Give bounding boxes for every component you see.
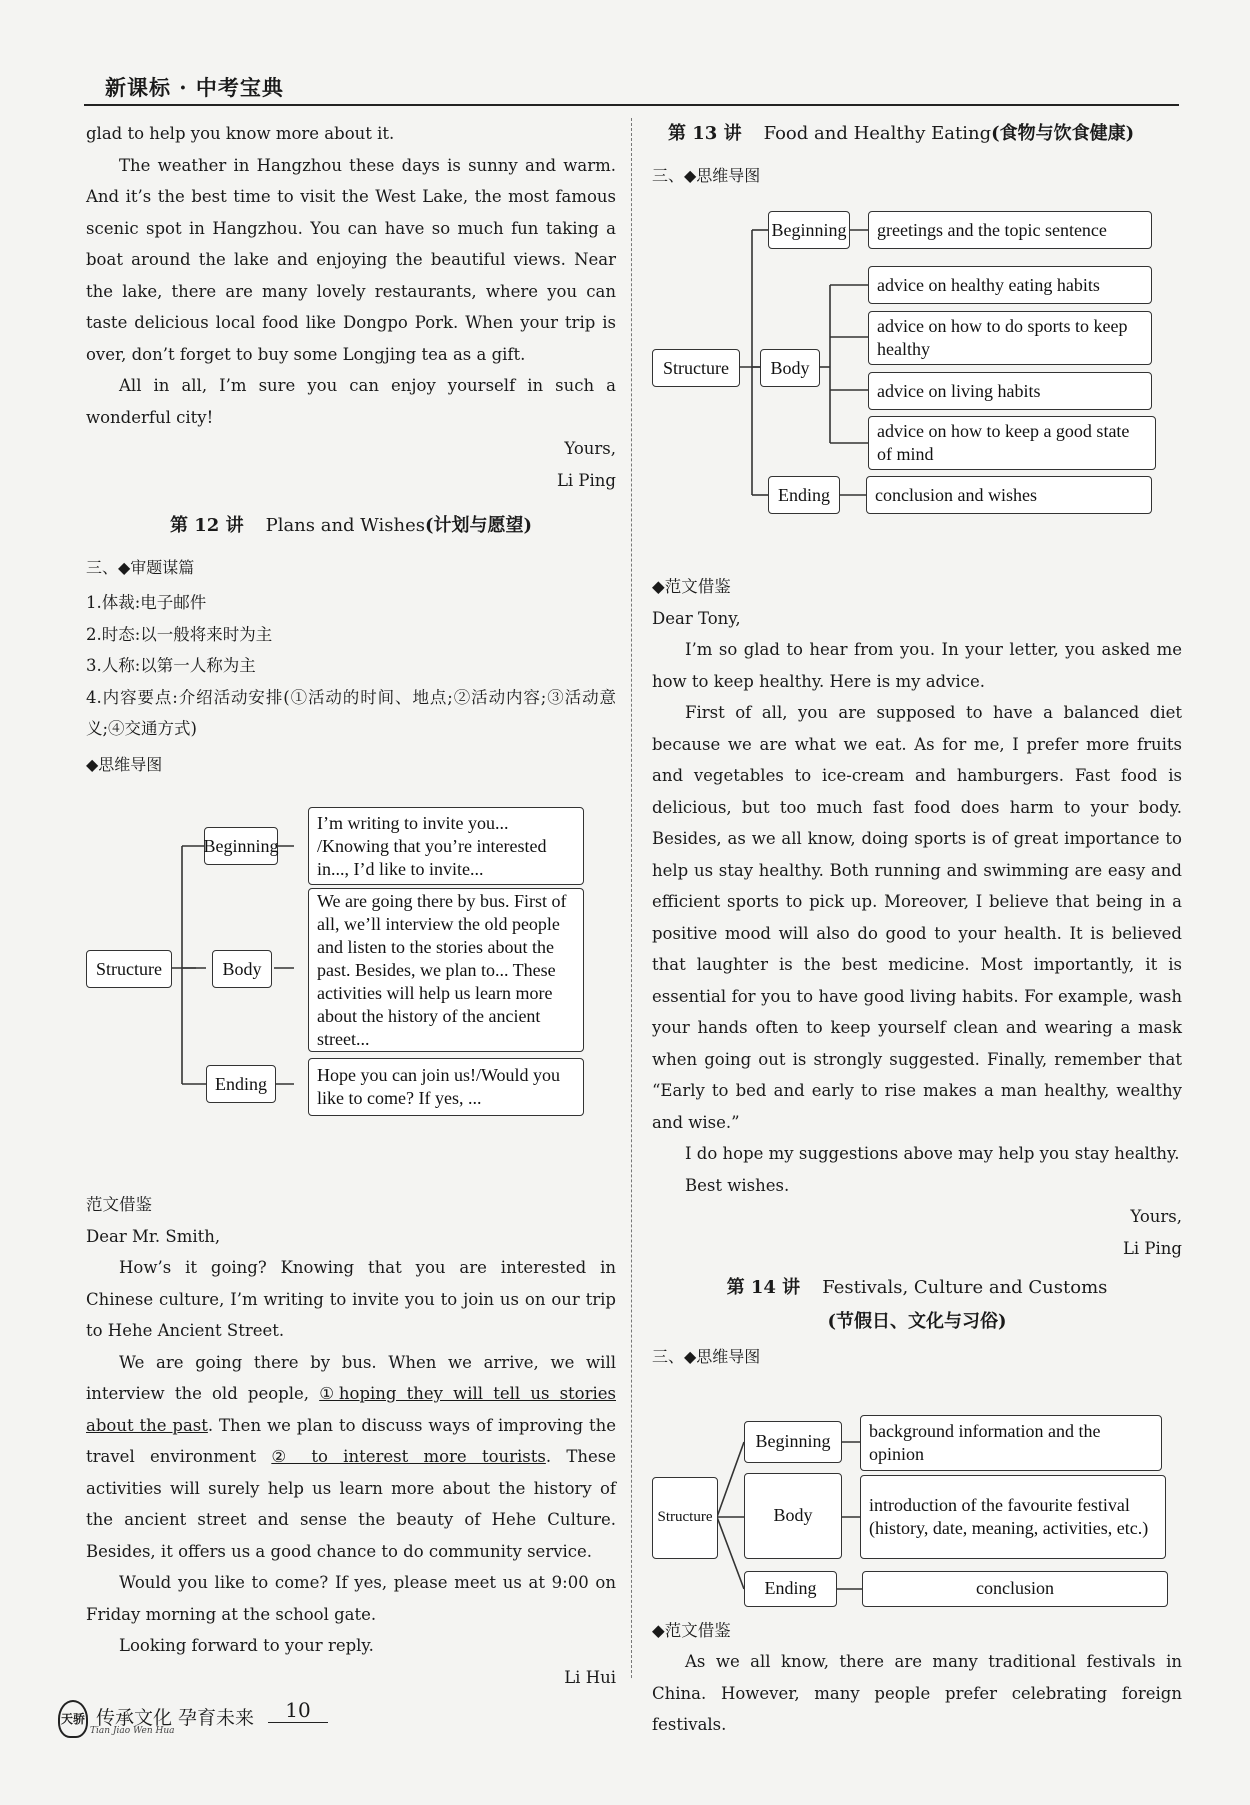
lesson-title-cn: (计划与愿望) <box>424 515 533 536</box>
mind-map-13 <box>652 195 1182 571</box>
node-beginning: Beginning <box>768 211 850 249</box>
text-paragraph: Would you like to come? If yes, please meet us at 9:00 on Friday morning at the school gate. <box>86 1573 616 1624</box>
analysis-item: 3.人称:以第一人称为主 <box>86 656 256 675</box>
node-body: Body <box>212 950 272 988</box>
signature-name: Li Ping <box>556 470 616 490</box>
node-ending: Ending <box>744 1571 837 1607</box>
node-structure: Structure <box>652 1477 718 1559</box>
text-paragraph: Looking forward to your reply. <box>119 1636 374 1655</box>
node-structure: Structure <box>86 950 172 988</box>
text-paragraph: First of all, you are supposed to have a balanced diet because we are what we eat. As for me, I prefer more fruits and vegetables to ice-cream and hamburgers. Fast food is delicious, but too much fast food does harm to your body. Besides, as we all know, doing sports is of great importance to help us stay healthy. Both running and swimming are easy and efficient sports to pick up. Moreover, I believe that being in a positive mood will also do good to your health. It is believed that laughter is the best medicine. Most importantly, it is essential for you to have good living habits. For example, wash your hands often to keep yourself clean and wearing a mask when going out is strongly suggested. Finally, remember that “Early to bed and early to rise makes a man healthy, wealthy and wise.” <box>652 703 1182 1132</box>
salutation: Dear Mr. Smith, <box>86 1226 221 1246</box>
header-rule <box>84 104 1179 106</box>
text-paragraph: I’m so glad to hear from you. In your letter, you asked me how to keep healthy. Here is my advice. <box>652 640 1182 691</box>
node-structure: Structure <box>652 349 740 387</box>
text-paragraph: How’s it going? Knowing that you are interested in Chinese culture, I’m writing to invite you to join us on our trip to Hehe Ancient Street. <box>86 1258 616 1340</box>
node-beginning: Beginning <box>204 827 278 865</box>
right-column <box>652 118 1182 1741</box>
brand-logo: 天骄 <box>58 1700 88 1738</box>
header-title: 新课标 · 中考宝典 <box>105 75 284 100</box>
text-paragraph: glad to help you know more about it. <box>86 124 395 143</box>
text-paragraph: As we all know, there are many traditional festivals in China. However, many people prefer celebrating foreign festivals. <box>652 1652 1182 1734</box>
lesson-13-heading <box>652 118 1182 150</box>
text-paragraph: Best wishes. <box>685 1175 790 1195</box>
signature-name: Li Ping <box>1122 1238 1182 1258</box>
model-title: 范文借鉴 <box>86 1195 152 1214</box>
text-paragraph: We are going there by bus. When we arrive, we will interview the old people, ①hoping they will tell us stories about the past. Then we plan to discuss ways of improving the travel environment ② to interest more tourists. These activities will surely help us learn more about the history of the ancient street and sense the beauty of Hehe Culture. Besides, it offers us a good chance to do community service. <box>86 1352 616 1561</box>
content-ending: conclusion <box>862 1571 1168 1607</box>
text-paragraph: The weather in Hangzhou these days is sunny and warm. And it’s the best time to visit the West Lake, the most famous scenic spot in Hangzhou. You can have so much fun taking a boat around the lake and enjoying the beautiful views. Near the lake, there are many lovely restaurants, where you can taste delicious local food like Dongpo Pork. When your trip is over, don’t forget to buy some Longjing tea as a gift. <box>86 155 616 364</box>
mind-map-14 <box>652 1377 1182 1607</box>
lesson-number: 第 13 讲 <box>668 123 742 144</box>
signature-closing: Yours, <box>1130 1207 1182 1226</box>
left-column <box>86 118 616 1693</box>
lesson-title-cn: (食物与饮食健康) <box>991 123 1135 144</box>
content-body: We are going there by bus. First of all, we’ll interview the old people and listen to the stories about the past. Besides, we plan to... These activities will help us learn more about the history of the ancient street... <box>308 888 584 1052</box>
content-body-item: advice on how to do sports to keep healthy <box>868 311 1152 365</box>
mind-map-12 <box>86 784 616 1189</box>
lesson-12-heading <box>86 510 616 542</box>
analysis-item: 4.内容要点:介绍活动安排(①活动的时间、地点;②活动内容;③活动意义;④交通方式) <box>86 687 616 738</box>
content-body-item: advice on living habits <box>868 372 1152 410</box>
content-body-item: advice on how to keep a good state of mind <box>868 416 1156 470</box>
analysis-item: 2.时态:以一般将来时为主 <box>86 624 273 644</box>
lesson-title: Food and Healthy Eating <box>763 123 992 144</box>
content-beginning: greetings and the topic sentence <box>868 211 1152 249</box>
node-ending: Ending <box>768 476 840 514</box>
lesson-number: 第 12 讲 <box>169 515 244 536</box>
content-body-item: advice on healthy eating habits <box>868 266 1152 304</box>
salutation: Dear Tony, <box>652 608 741 628</box>
node-body: Body <box>760 349 820 387</box>
page-number: 10 <box>268 1698 328 1723</box>
signature-closing: Yours, <box>564 439 616 458</box>
content-beginning: I’m writing to invite you... /Knowing that you’re interested in..., I’d like to invite... <box>308 807 584 885</box>
brand-sub: Tian Jiao Wen Hua <box>90 1726 175 1736</box>
lesson-title: Festivals, Culture and Customs <box>822 1277 1108 1298</box>
text-paragraph: I do hope my suggestions above may help you stay healthy. <box>685 1144 1180 1163</box>
content-beginning: background information and the opinion <box>860 1415 1162 1471</box>
section-title: ◆思维导图 <box>86 754 163 774</box>
underlined-phrase: ② to interest more tourists <box>271 1447 546 1466</box>
content-ending: Hope you can join us!/Would you like to come? If yes, ... <box>308 1058 584 1116</box>
lesson-14-subheading <box>652 1306 1182 1338</box>
node-beginning: Beginning <box>744 1421 842 1463</box>
node-body: Body <box>744 1473 842 1559</box>
column-divider <box>631 118 632 1678</box>
text-paragraph: All in all, I’m sure you can enjoy yourself in such a wonderful city! <box>86 376 616 427</box>
lesson-14-heading <box>652 1272 1182 1304</box>
section-title: 三、◆审题谋篇 <box>86 557 195 577</box>
lesson-title-cn: (节假日、文化与习俗) <box>827 1310 1007 1332</box>
section-title: 三、◆思维导图 <box>652 1347 761 1366</box>
lesson-title: Plans and Wishes <box>265 515 425 536</box>
model-title: ◆范文借鉴 <box>652 1620 731 1640</box>
brand-slogan: 传承文化 孕育未来 <box>96 1707 255 1729</box>
node-ending: Ending <box>206 1065 276 1103</box>
model-title: ◆范文借鉴 <box>652 577 731 596</box>
signature-name: Li Hui <box>564 1667 616 1687</box>
underlined-phrase: ①hoping they will tell us stories about the past <box>86 1384 616 1435</box>
section-title: 三、◆思维导图 <box>652 165 761 185</box>
analysis-item: 1.体裁:电子邮件 <box>86 593 207 612</box>
lesson-number: 第 14 讲 <box>726 1277 801 1298</box>
content-ending: conclusion and wishes <box>866 476 1152 514</box>
content-body: introduction of the favourite festival (history, date, meaning, activities, etc.) <box>860 1475 1166 1559</box>
